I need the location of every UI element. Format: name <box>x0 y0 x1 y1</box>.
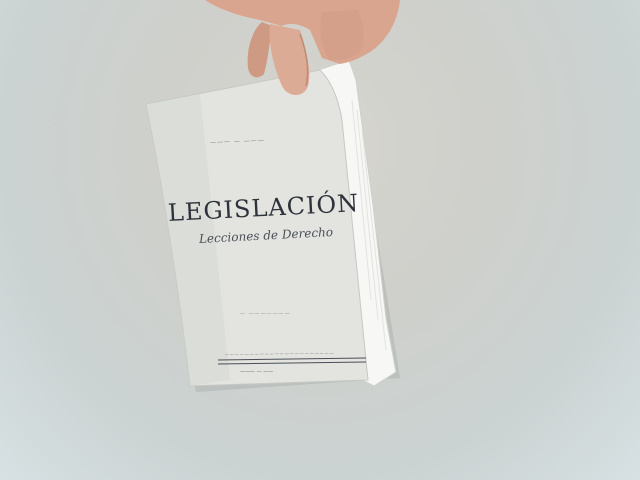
book-series: —————————————————————— <box>224 350 336 357</box>
book-subtitle: Lecciones de Derecho <box>198 224 334 246</box>
book-title: LEGISLACIÓN <box>167 189 360 227</box>
hand-finger-middle <box>270 24 310 95</box>
book <box>140 62 402 392</box>
book-edition: — ——————— <box>240 311 291 317</box>
hand <box>195 0 405 105</box>
book-publisher: ——— — —— <box>240 369 274 375</box>
book-author: ——— — ——— <box>209 137 265 146</box>
hand-finger-ring <box>320 10 363 61</box>
hand-finger-index <box>248 22 272 77</box>
